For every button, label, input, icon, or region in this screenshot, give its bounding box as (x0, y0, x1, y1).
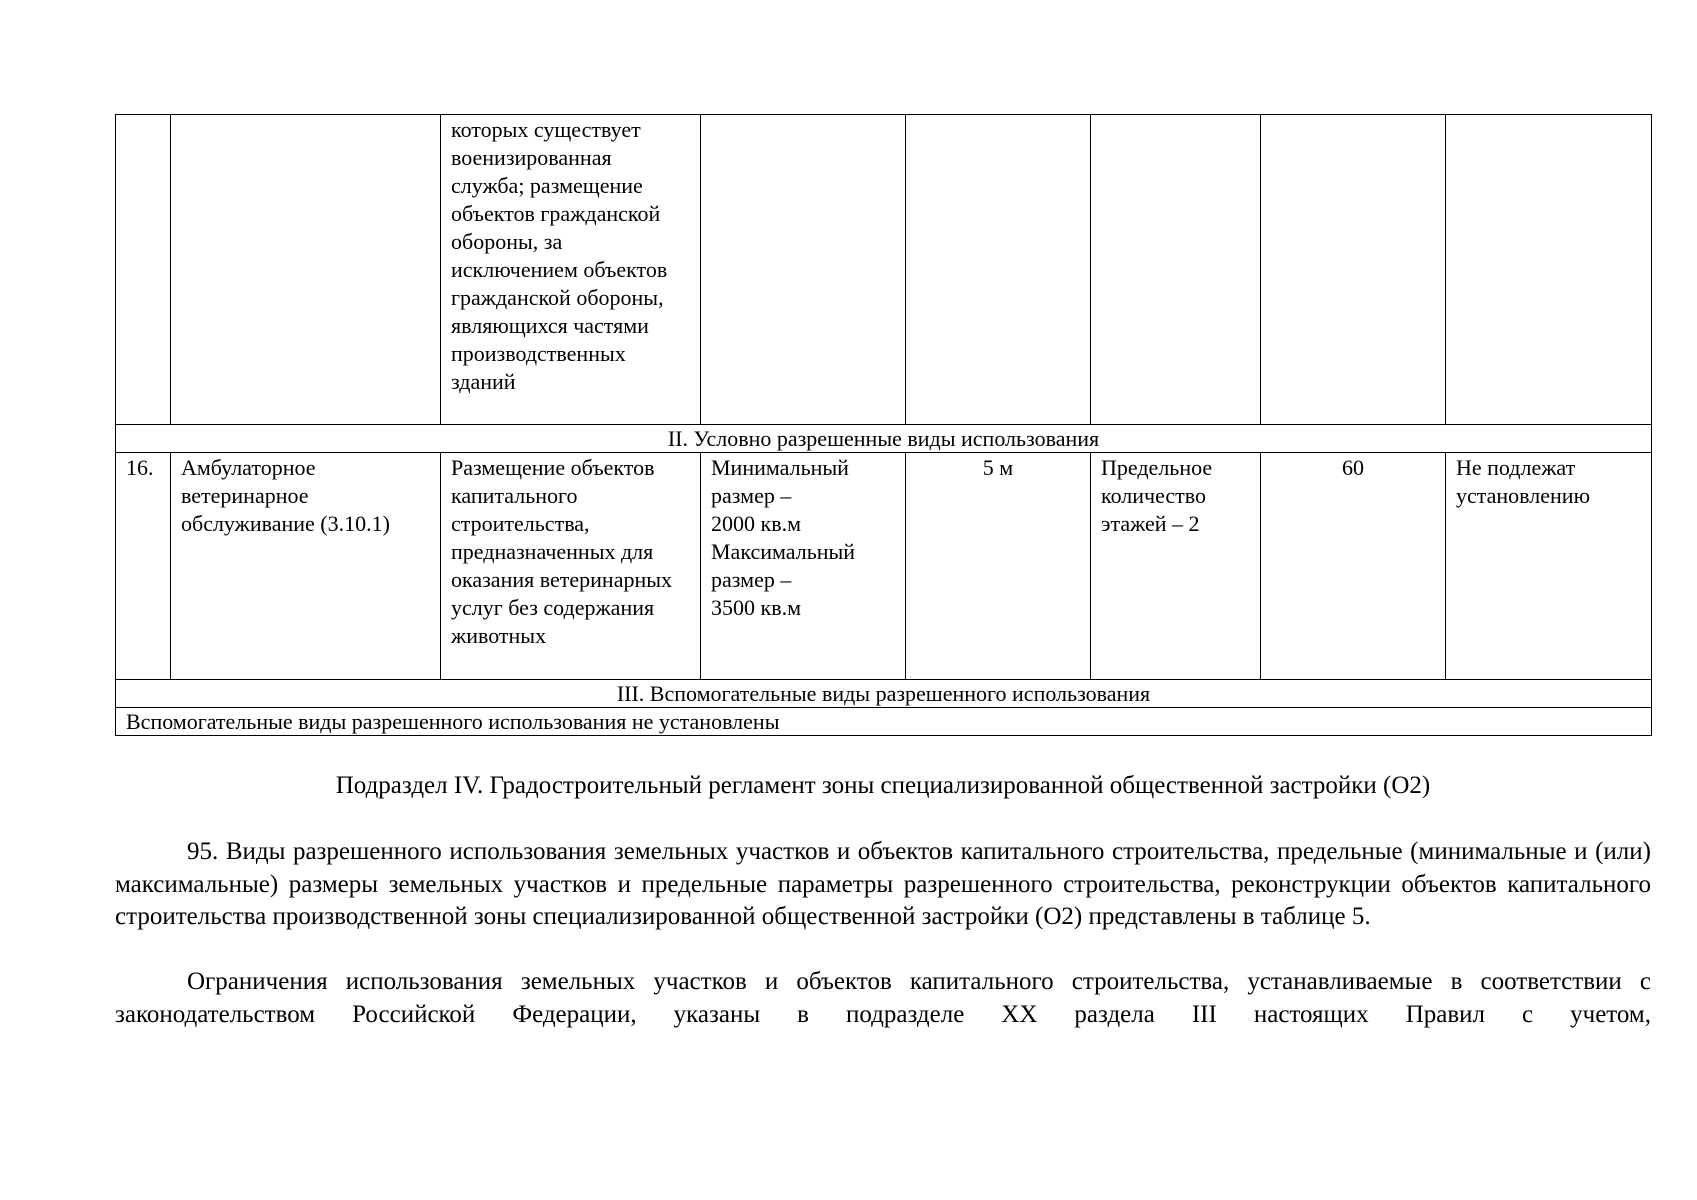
section-iii-title: III. Вспомогательные виды разрешенного использования (116, 680, 1652, 708)
section-iii-note: Вспомогательные виды разрешенного использования не установлены (116, 708, 1652, 736)
section-ii-title: II. Условно разрешенные виды использования (116, 425, 1652, 453)
section-row-iii (116, 680, 1652, 708)
cell-coverage (1261, 115, 1446, 425)
plot-size-min-label: Минимальный размер – (711, 455, 849, 508)
plot-size-min-value: 2000 кв.м (711, 511, 801, 536)
plot-size-max-value: 3500 кв.м (711, 595, 801, 620)
cell-description: которых существует военизированная служба; размещение объектов гражданской обороны, за исключением объектов гражданской обороны, являющихся частями производственных зданий (441, 115, 701, 425)
cell-floors (1091, 115, 1261, 425)
cell-number (116, 115, 171, 425)
cell-other: Не подлежат установлению (1446, 453, 1652, 680)
paragraph-95: 95. Виды разрешенного использования земельных участков и объектов капитального строительства, предельные (минимальные и (или) максимальные) размеры земельных участков и предельные параметры разрешенного строительства, реконструкции объектов капитального строительства производственной зоны специализированной общественной застройки (О2) представлены в таблице 5. (115, 838, 1651, 930)
section-row-ii (116, 425, 1652, 453)
cell-name: Амбулаторное ветеринарное обслуживание (3.10.1) (171, 453, 441, 680)
cell-other (1446, 115, 1652, 425)
cell-number: 16. (116, 453, 171, 680)
table-row-continued (116, 115, 1652, 425)
plot-size-max-label: Максимальный размер – (711, 539, 856, 592)
cell-name (171, 115, 441, 425)
paragraph-restrictions: Ограничения использования земельных участков и объектов капитального строительства, устанавливаемые в соответствии с законодательством Российской Федерации, указаны в подразделе XX раздела III настоящих Правил с учетом, (115, 968, 1651, 1028)
cell-plot-size (701, 453, 906, 680)
cell-plot-size (701, 115, 906, 425)
cell-setback: 5 м (906, 453, 1091, 680)
section-row-iii-note (116, 708, 1652, 736)
table-row-16 (116, 453, 1652, 680)
cell-setback (906, 115, 1091, 425)
cell-coverage: 60 (1261, 453, 1446, 680)
cell-description: Размещение объектов капитального строительства, предназначенных для оказания ветеринарных услуг без содержания животных (441, 453, 701, 680)
subsection-heading: Подраздел IV. Градостроительный регламент зоны специализированной общественной застройки (О2) (335, 772, 1431, 799)
regulation-table (115, 114, 1652, 736)
cell-floors: Предельное количество этажей – 2 (1091, 453, 1261, 680)
